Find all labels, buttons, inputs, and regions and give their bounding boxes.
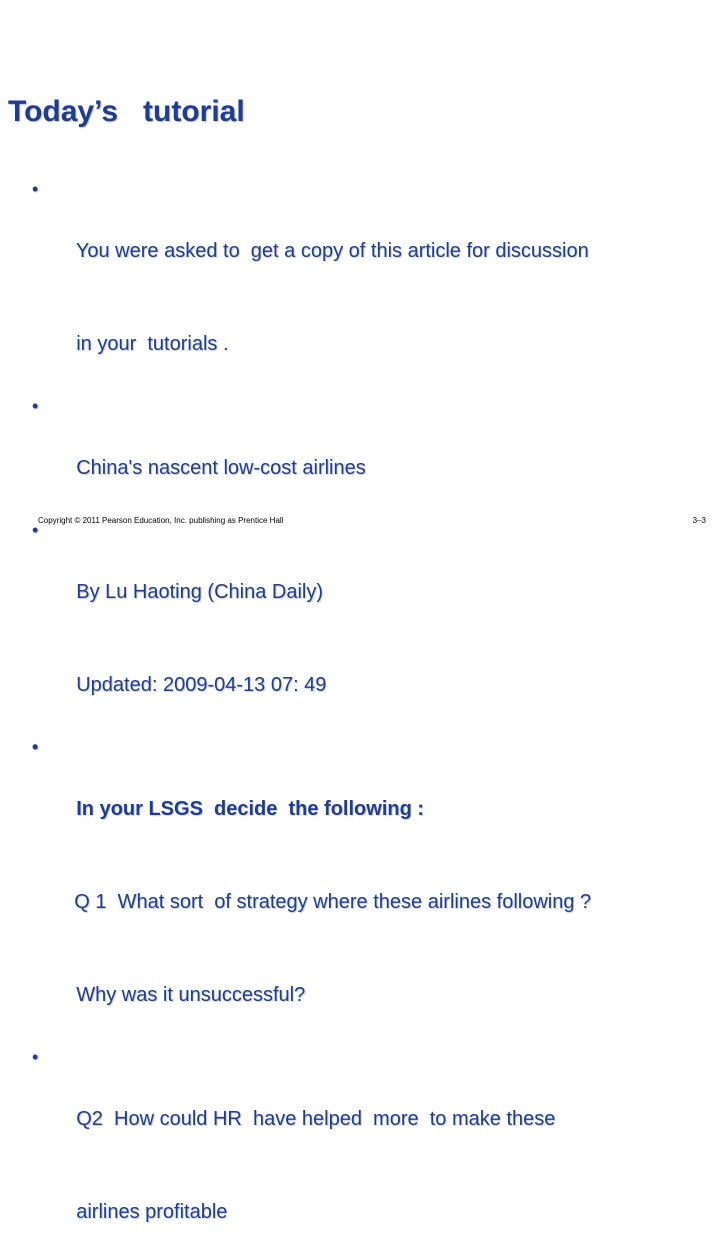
bullet-text: Q 1 What sort of strategy where these airlines following ? xyxy=(74,891,592,913)
bullet-author xyxy=(32,515,712,639)
slide-title: Today’s tutorial xyxy=(8,95,245,128)
bullet-text: You were asked to get a copy of this article for discussion xyxy=(75,240,589,262)
question-2 xyxy=(32,1042,712,1166)
bullet-marker: • xyxy=(32,179,39,199)
bullet-text: airlines profitable xyxy=(76,1201,228,1223)
question-2-continued xyxy=(32,1166,712,1259)
bullet-article-title xyxy=(32,391,712,515)
bullet-text: Q2 How could HR have helped more to make these xyxy=(76,1108,556,1130)
question-1 xyxy=(32,856,712,949)
bullet-text: China's nascent low-cost airlines xyxy=(76,457,366,479)
bullet-assignment xyxy=(32,174,712,298)
bullet-text: Updated: 2009-04-13 07: 49 xyxy=(76,674,327,696)
bullet-instruction xyxy=(32,732,712,856)
page-number: 3–3 xyxy=(692,516,706,525)
bullet-assignment-continued xyxy=(32,298,712,391)
footer-copyright: Copyright © 2011 Pearson Education, Inc. publishing as Prentice Hall xyxy=(38,516,284,525)
bullet-marker: • xyxy=(32,396,39,416)
bullet-marker: • xyxy=(32,520,39,540)
bullet-marker: • xyxy=(32,1047,39,1067)
bullet-marker: • xyxy=(32,737,39,757)
bullet-text: In your LSGS decide the following : xyxy=(76,798,425,820)
bullet-list xyxy=(32,174,712,1259)
question-1-continued xyxy=(32,949,712,1042)
bullet-text: By Lu Haoting (China Daily) xyxy=(76,581,324,603)
bullet-text: in your tutorials . xyxy=(76,333,229,355)
bullet-updated-date xyxy=(32,639,712,732)
bullet-text: Why was it unsuccessful? xyxy=(76,984,306,1006)
